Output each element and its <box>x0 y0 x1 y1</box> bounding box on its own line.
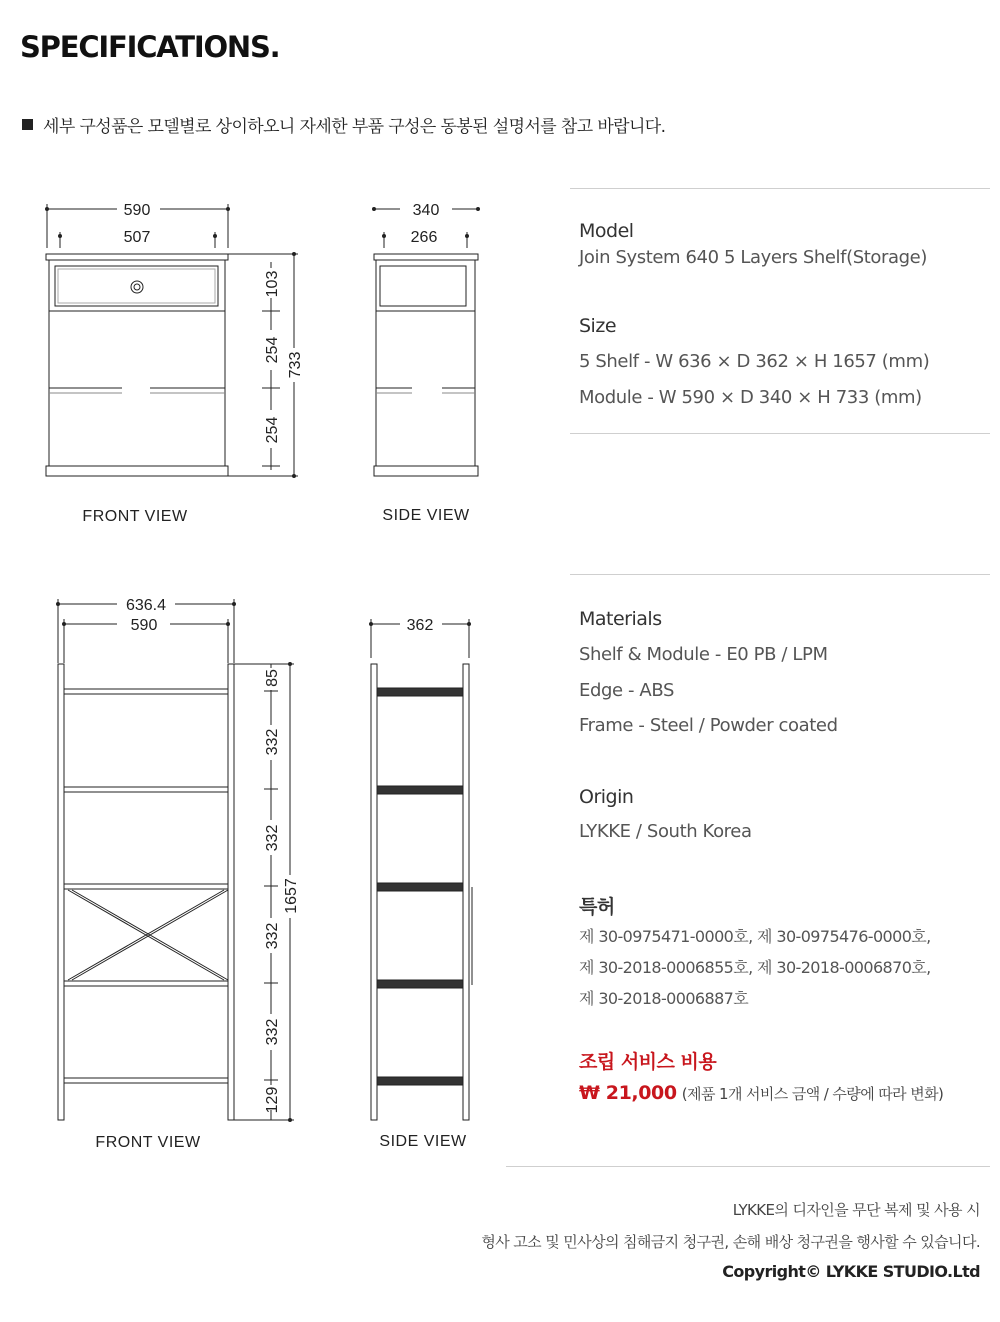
footer-line: LYKKE의 디자인을 무단 복제 및 사용 시 <box>732 1201 980 1219</box>
shelf-front-h-b: 332 <box>264 824 281 852</box>
shelf-front-h-c: 332 <box>264 922 281 950</box>
shelf-front-h-bottom: 129 <box>264 1086 281 1114</box>
size-module: Module - W 590 × D 340 × H 733 (mm) <box>579 387 922 408</box>
copyright: Copyright© LYKKE STUDIO.Ltd <box>722 1262 980 1281</box>
materials-label: Materials <box>579 608 662 630</box>
size-label: Size <box>579 315 617 337</box>
module-front-label: FRONT VIEW <box>82 508 188 525</box>
patent-line: 제 30-2018-0006855호, 제 30-2018-0006870호, <box>579 958 931 977</box>
shelf-side-depth: 362 <box>406 617 434 634</box>
module-front-h3: 254 <box>264 416 281 444</box>
patent-label: 특허 <box>579 896 615 918</box>
notice-text: 세부 구성품은 모델별로 상이하오니 자세한 부품 구성은 동봉된 설명서를 참고 바랍니다. <box>43 117 666 137</box>
material-item: Shelf & Module - E0 PB / LPM <box>579 644 828 665</box>
module-front-width-outer: 590 <box>123 202 151 219</box>
material-item: Frame - Steel / Powder coated <box>579 715 838 736</box>
module-front-total: 733 <box>287 351 304 379</box>
size-shelf: 5 Shelf - W 636 × D 362 × H 1657 (mm) <box>579 351 930 372</box>
module-side-label: SIDE VIEW <box>382 507 470 524</box>
page-title: SPECIFICATIONS. <box>20 30 280 64</box>
shelf-front-drawing <box>57 599 295 1122</box>
module-side-depth-outer: 340 <box>412 202 440 219</box>
shelf-front-h-top: 85 <box>264 669 281 687</box>
model-label: Model <box>579 220 634 242</box>
patent-line: 제 30-2018-0006887호 <box>579 989 749 1008</box>
service-price-row <box>579 1082 943 1104</box>
module-front-drawing <box>46 204 299 478</box>
service-note: (제품 1개 서비스 금액 / 수량에 따라 변화) <box>681 1085 944 1103</box>
shelf-side-drawing <box>370 619 473 1120</box>
shelf-front-h-d: 332 <box>264 1018 281 1046</box>
service-label: 조립 서비스 비용 <box>579 1051 717 1073</box>
divider <box>570 574 990 575</box>
service-price: ₩ 21,000 <box>579 1082 677 1104</box>
patent-line: 제 30-0975471-0000호, 제 30-0975476-0000호, <box>579 927 931 946</box>
divider <box>570 433 990 434</box>
origin-label: Origin <box>579 786 634 808</box>
divider <box>506 1166 990 1167</box>
shelf-front-label: FRONT VIEW <box>95 1134 201 1151</box>
shelf-front-total: 1657 <box>283 878 300 914</box>
divider <box>570 188 990 189</box>
footer-line: 형사 고소 및 민사상의 침해금지 청구권, 손해 배상 청구권을 행사할 수 있습니다. <box>481 1233 980 1251</box>
shelf-front-width-outer: 636.4 <box>125 597 167 614</box>
module-side-depth-inner: 266 <box>410 229 438 246</box>
shelf-front-width-inner: 590 <box>130 617 158 634</box>
module-side-drawing <box>373 208 480 477</box>
module-front-h2: 254 <box>264 336 281 364</box>
model-value: Join System 640 5 Layers Shelf(Storage) <box>579 247 927 268</box>
module-front-h1: 103 <box>264 270 281 298</box>
module-front-width-inner: 507 <box>123 229 151 246</box>
material-item: Edge - ABS <box>579 680 675 701</box>
shelf-front-h-a: 332 <box>264 728 281 756</box>
origin-value: LYKKE / South Korea <box>579 821 752 842</box>
shelf-side-label: SIDE VIEW <box>379 1133 467 1150</box>
